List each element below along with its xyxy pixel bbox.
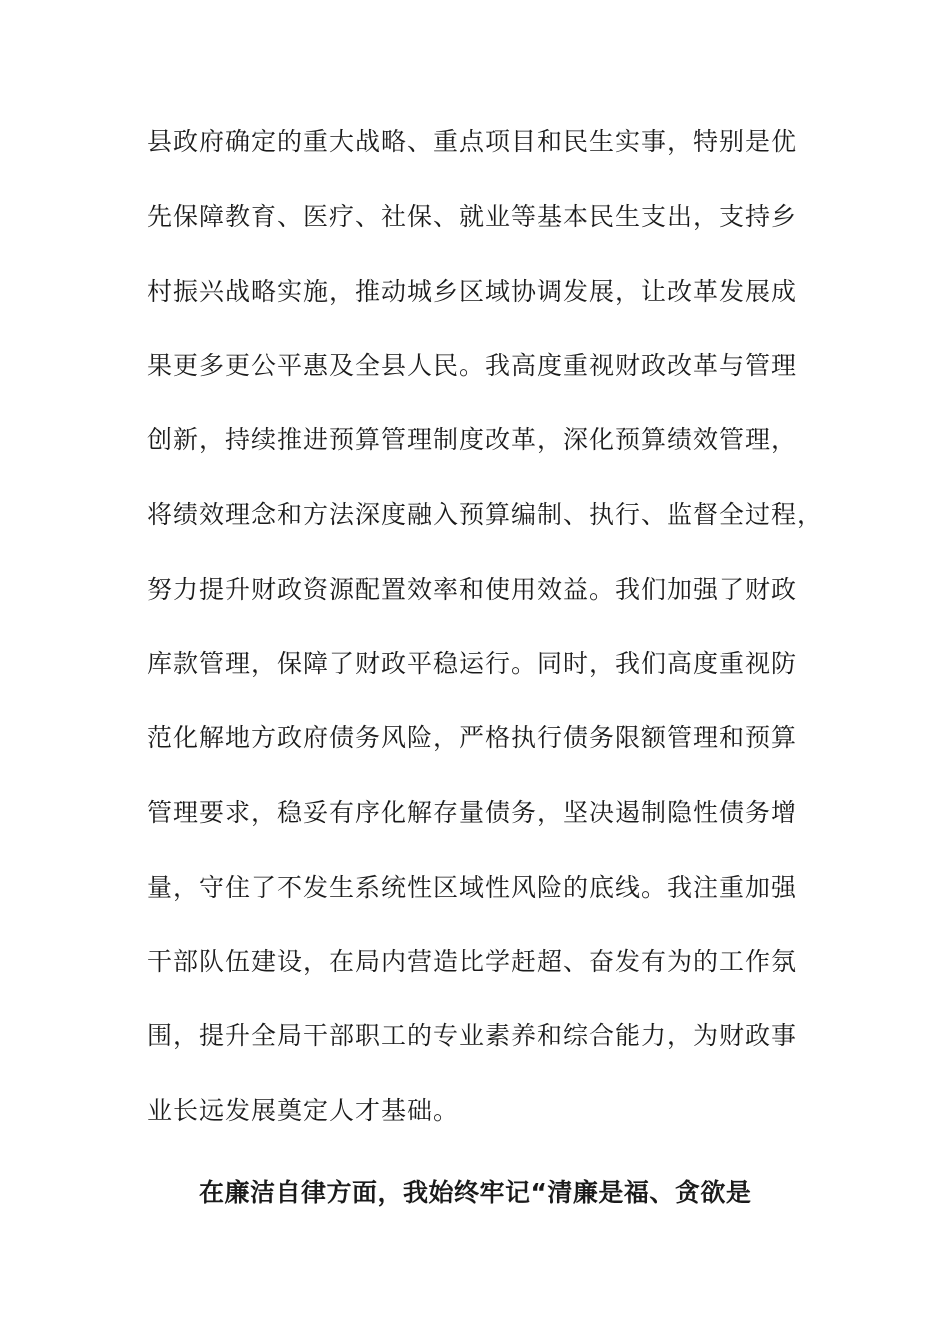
- paragraph-line: 业长远发展奠定人才基础。: [147, 1096, 460, 1125]
- paragraph-line: 努力提升财政资源配置效率和使用效益。我们加强了财政: [147, 575, 798, 604]
- paragraph-line: 量，守住了不发生系统性区域性风险的底线。我注重加强: [147, 873, 798, 902]
- paragraph-line: 县政府确定的重大战略、重点项目和民生实事，特别是优: [147, 127, 798, 156]
- paragraph-line: 先保障教育、医疗、社保、就业等基本民生支出，支持乡: [147, 202, 798, 231]
- paragraph-line: 干部队伍建设，在局内营造比学赶超、奋发有为的工作氛: [147, 947, 798, 976]
- paragraph-line: 村振兴战略实施，推动城乡区域协调发展，让改革发展成: [147, 277, 798, 306]
- paragraph-line: 将绩效理念和方法深度融入预算编制、执行、监督全过程，: [147, 500, 824, 529]
- paragraph-line: 管理要求，稳妥有序化解存量债务，坚决遏制隐性债务增: [147, 798, 798, 827]
- paragraph-line: 库款管理，保障了财政平稳运行。同时，我们高度重视防: [147, 649, 798, 678]
- paragraph-line: 创新，持续推进预算管理制度改革，深化预算绩效管理，: [147, 425, 798, 454]
- paragraph-line: 果更多更公平惠及全县人民。我高度重视财政改革与管理: [147, 351, 798, 380]
- paragraph-line: 范化解地方政府债务风险，严格执行债务限额管理和预算: [147, 723, 798, 752]
- paragraph-line: 围，提升全局干部职工的专业素养和综合能力，为财政事: [147, 1021, 798, 1050]
- section-lead-line: 在廉洁自律方面，我始终牢记“清廉是福、贪欲是: [199, 1178, 752, 1207]
